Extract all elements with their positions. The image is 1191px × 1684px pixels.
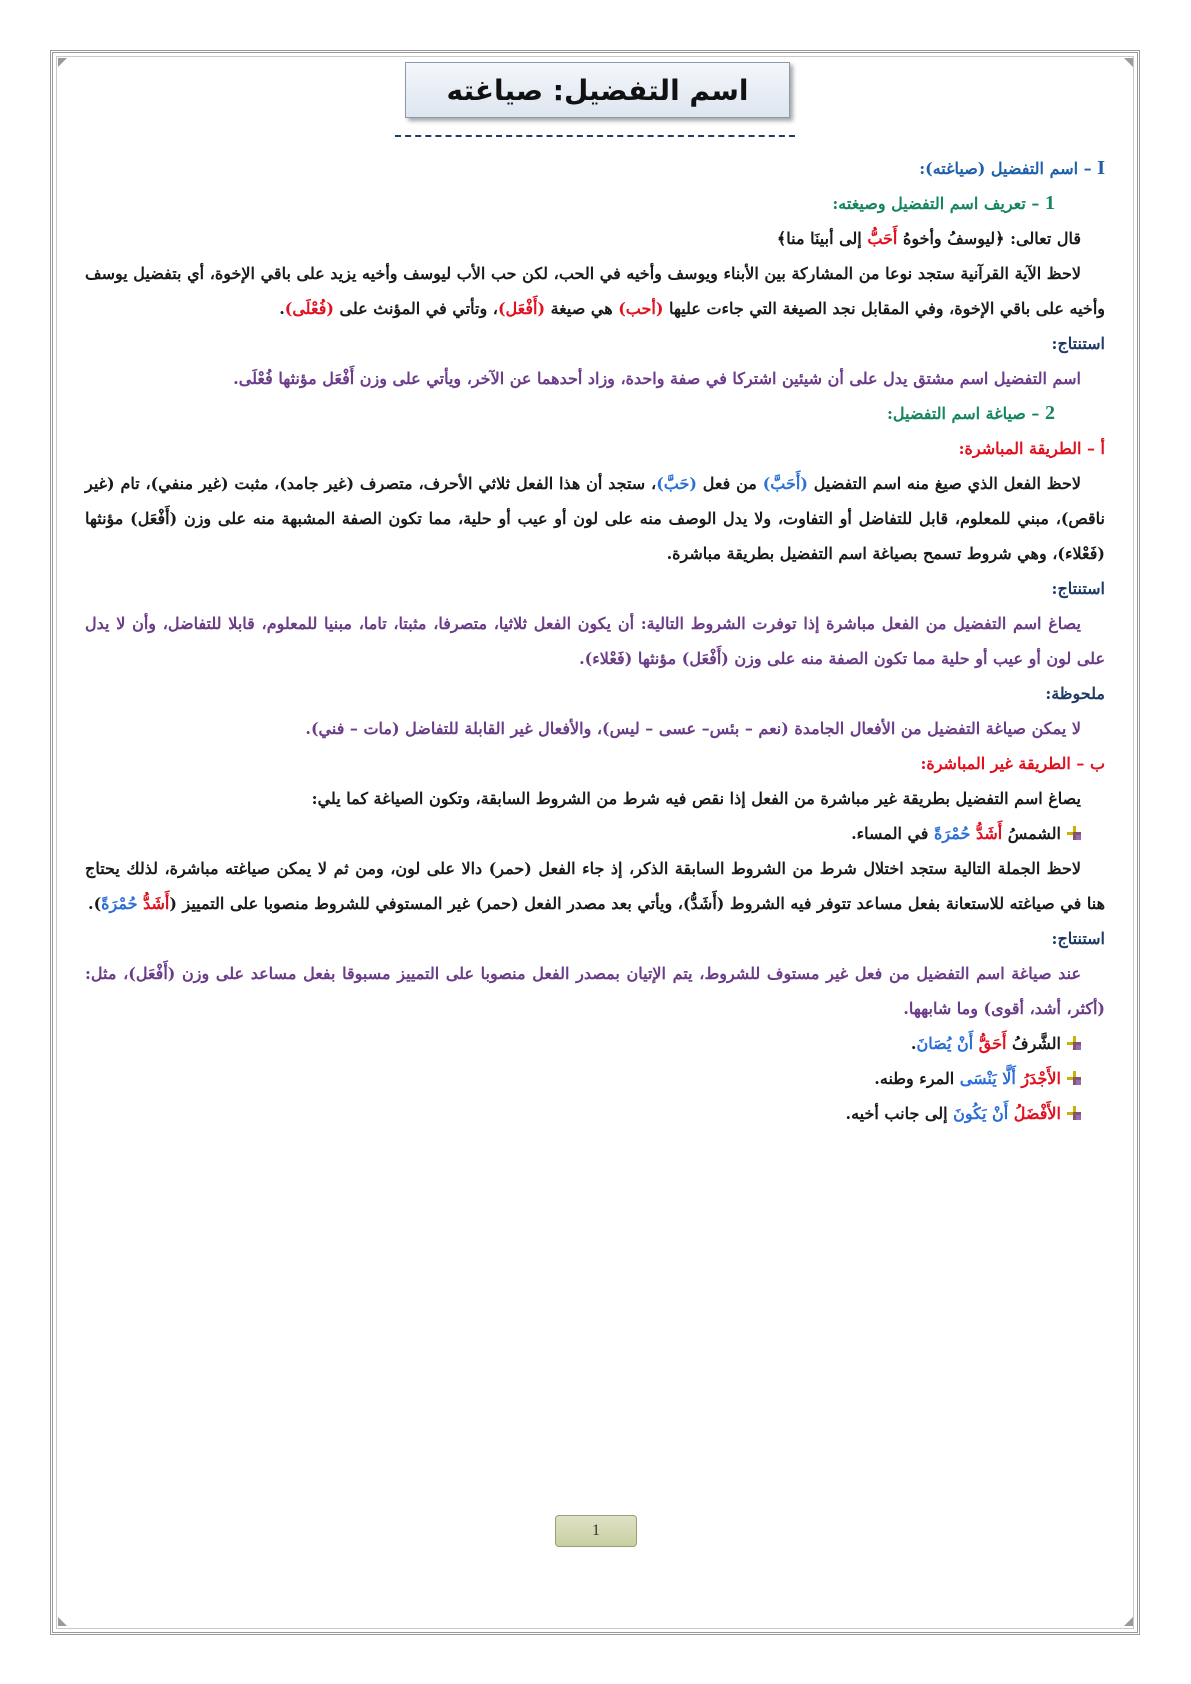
note-text: لا يمكن صياغة التفضيل من الأفعال الجامدة (نعم – بئس– عسى – ليس)، والأفعال غير القابلة للتفاضل (مات – فني). bbox=[305, 719, 1081, 738]
method-indirect-heading: ب – الطريقة غير المباشرة: bbox=[920, 754, 1105, 773]
bullet-icon bbox=[1067, 1036, 1081, 1050]
highlight: (فُعْلَى) bbox=[284, 299, 334, 318]
highlight: حُمْرَةً bbox=[934, 824, 976, 843]
example-1 bbox=[85, 816, 1105, 851]
highlight: حُمْرَةً bbox=[101, 894, 144, 913]
conclusion-3: عند صياغة اسم التفضيل من فعل غير مستوف للشروط، يتم الإتيان بمصدر الفعل منصوبا على التمييز مسبوقا بفعل مساعد على وزن (أَفْعَل)، مثل: (أكثر، أشد، أقوى) وما شابهها. bbox=[85, 964, 1105, 1018]
conclusion-label: استنتاج: bbox=[1051, 579, 1105, 598]
highlight: أَنْ يَكُونَ bbox=[953, 1104, 1014, 1123]
highlight: أَحَقُّ bbox=[978, 1034, 1007, 1053]
verse-text: قال تعالى: ﴿ليوسفُ وأخوهُ bbox=[897, 229, 1081, 248]
bullet-icon bbox=[1067, 826, 1081, 840]
example-4 bbox=[85, 1096, 1105, 1131]
verse-highlight: أَحَبُّ bbox=[867, 229, 898, 248]
text: من فعل bbox=[696, 474, 763, 493]
highlight: (حَبَّ) bbox=[656, 474, 697, 493]
highlight: الأَفْضَلُ bbox=[1013, 1104, 1061, 1123]
verse-text: إلى أبينَا منا﴾ bbox=[776, 229, 868, 248]
conclusion-label: استنتاج: bbox=[1051, 334, 1105, 353]
text: في المساء. bbox=[851, 824, 935, 843]
page-title: اسم التفضيل: صياغته bbox=[446, 73, 749, 107]
highlight: الأَجْدَرُ bbox=[1021, 1069, 1061, 1088]
lesson-content bbox=[85, 145, 1105, 1131]
paragraph-3: يصاغ اسم التفضيل بطريقة غير مباشرة من الفعل إذا نقص فيه شرط من الشروط السابقة، وتكون الصياغة كما يلي: bbox=[311, 789, 1081, 808]
subsection-heading-2 bbox=[85, 396, 1105, 431]
text: إلى جانب أخيه. bbox=[845, 1104, 954, 1123]
highlight: (أَحَبَّ) bbox=[762, 474, 808, 493]
conclusion-label: استنتاج: bbox=[1051, 929, 1105, 948]
subsection-number: 1 bbox=[1045, 192, 1055, 214]
subsection-label: – صياغة اسم التفضيل: bbox=[887, 404, 1045, 423]
bullet-icon bbox=[1067, 1071, 1081, 1085]
text: لاحظ الجملة التالية ستجد اختلال شرط من الشروط السابقة الذكر، إذ جاء الفعل (حمر) دالا على لون، ومن ثم لا يمكن صياغته مباشرة، لذلك يحتاج هنا في صياغته للاستعانة بفعل مساعد تتوفر فيه الشروط (أَشَدُّ)، ويأتي بعد مصدر الفعل (حمر) غير المستوفي للشروط منصوبا على التمييز ( bbox=[85, 859, 1105, 913]
subsection-heading-1 bbox=[85, 186, 1105, 221]
text: الشمسُ bbox=[1002, 824, 1061, 843]
page-number: 1 bbox=[555, 1515, 637, 1547]
quran-verse bbox=[85, 221, 1105, 256]
subsection-label: – تعريف اسم التفضيل وصيغته: bbox=[832, 194, 1045, 213]
section-label: – اسم التفضيل (صياغته): bbox=[919, 159, 1098, 178]
text: ). bbox=[88, 894, 102, 913]
conclusion-2: يصاغ اسم التفضيل من الفعل مباشرة إذا توفرت الشروط التالية: أن يكون الفعل ثلاثيا، متصرفا، مثبتا، تاما، مبنيا للمعلوم، قابلا للتفاضل، وأن لا يدل على لون أو عيب أو حلية مما تكون الصفة منه على وزن (أَفْعَل) مؤنثها (فَعْلاء). bbox=[85, 614, 1105, 668]
text: لاحظ الآية القرآنية ستجد نوعا من المشاركة بين الأبناء ويوسف وأخيه في الحب، لكن حب الأب ليوسف وأخيه يزيد على باقي الإخوة، أي بتفضيل يوسف وأخيه على باقي الإخوة، وفي المقابل نجد الصيغة التي جاءت عليها bbox=[85, 264, 1105, 318]
section-heading bbox=[85, 151, 1105, 186]
paragraph-4 bbox=[85, 851, 1105, 921]
corner-ornament bbox=[58, 1617, 67, 1626]
text: . bbox=[910, 1034, 917, 1053]
text: . bbox=[279, 299, 285, 318]
note-label: ملحوظة: bbox=[1045, 684, 1105, 703]
paragraph-1 bbox=[85, 256, 1105, 326]
title-box bbox=[405, 62, 790, 118]
text: ، ستجد أن هذا الفعل ثلاثي الأحرف، متصرف (غير جامد)، مثبت (غير منفي)، تام (غير ناقص)، مبني للمعلوم، قابل للتفاضل أو التفاوت، ولا يدل الوصف منه على لون أو عيب أو حلية، مما تكون الصفة المشبهة منه على وزن (أَفْعَل) مؤنثها (فَعْلاء)، وهي شروط تسمح بصياغة اسم التفضيل بطريقة مباشرة. bbox=[85, 474, 1105, 563]
text: الشَّرفُ bbox=[1006, 1034, 1061, 1053]
example-2 bbox=[85, 1026, 1105, 1061]
paragraph-2 bbox=[85, 466, 1105, 571]
bullet-icon bbox=[1067, 1106, 1081, 1120]
text: لاحظ الفعل الذي صيغ منه اسم التفضيل bbox=[807, 474, 1082, 493]
highlight: أَشَدُّ bbox=[143, 894, 170, 913]
subsection-number: 2 bbox=[1045, 402, 1055, 424]
corner-ornament bbox=[1124, 58, 1133, 67]
text: هي صيغة bbox=[545, 299, 619, 318]
highlight: (أحب) bbox=[618, 299, 664, 318]
text: ، وتأتي في المؤنث على bbox=[333, 299, 498, 318]
highlight: أَشَدُّ bbox=[975, 824, 1003, 843]
corner-ornament bbox=[58, 58, 67, 67]
section-number: I bbox=[1097, 157, 1105, 179]
method-direct-heading: أ – الطريقة المباشرة: bbox=[958, 439, 1105, 458]
example-3 bbox=[85, 1061, 1105, 1096]
highlight: أَنْ يُصَانَ bbox=[916, 1034, 979, 1053]
highlight: أَلَّا يَنْسَى bbox=[959, 1069, 1022, 1088]
highlight: (أَفْعَل) bbox=[497, 299, 546, 318]
corner-ornament bbox=[1124, 1617, 1133, 1626]
title-underline bbox=[395, 135, 795, 137]
text: المرء وطنه. bbox=[874, 1069, 960, 1088]
conclusion-1: اسم التفضيل اسم مشتق يدل على أن شيئين اشتركا في صفة واحدة، وزاد أحدهما عن الآخر، ويأتي على وزن أَفْعَل مؤنثها فُعْلَى. bbox=[233, 369, 1081, 388]
